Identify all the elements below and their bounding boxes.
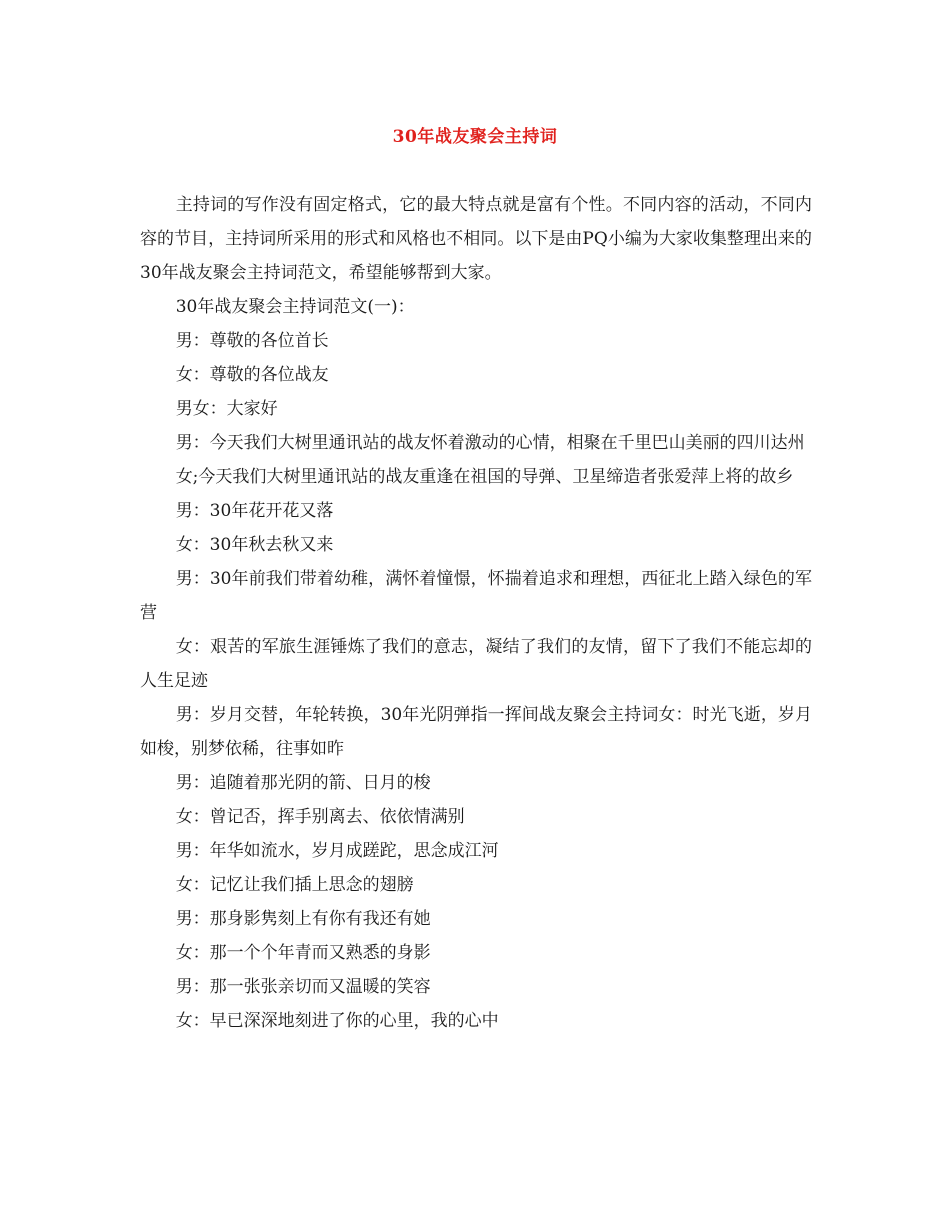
intro-paragraph: 主持词的写作没有固定格式，它的最大特点就是富有个性。不同内容的活动，不同内容的节目，主持词所采用的形式和风格也不相同。以下是由PQ小编为大家收集整理出来的30年战友聚会主持词范文，希望能够帮到大家。 [140, 195, 812, 283]
dialogue-line: 男女：大家好 [175, 399, 278, 419]
dialogue-line: 男：年华如流水，岁月成蹉跎，思念成江河 [175, 841, 499, 861]
dialogue-line: 男：今天我们大树里通讯站的战友怀着激动的心情，相聚在千里巴山美丽的四川达州 [175, 433, 805, 453]
dialogue-line: 男：尊敬的各位首长 [175, 331, 329, 351]
dialogue-line: 男：30年花开花又落 [175, 501, 334, 521]
dialogue-line: 男：岁月交替，年轮转换，30年光阴弹指一挥间战友聚会主持词女：时光飞逝，岁月如梭，别梦依稀，往事如昨 [140, 705, 812, 759]
document-title: 30年战友聚会主持词 [392, 127, 558, 147]
dialogue-line: 女;今天我们大树里通讯站的战友重逢在祖国的导弹、卫星缔造者张爱萍上将的故乡 [175, 467, 794, 487]
dialogue-line: 女：那一个个年青而又熟悉的身影 [175, 943, 431, 963]
dialogue-line: 女：尊敬的各位战友 [175, 365, 329, 385]
dialogue-line: 男：那一张张亲切而又温暖的笑容 [175, 977, 431, 997]
dialogue-line: 男：追随着那光阴的箭、日月的梭 [175, 773, 431, 793]
dialogue-line: 女：艰苦的军旅生涯锤炼了我们的意志，凝结了我们的友情，留下了我们不能忘却的人生足迹 [140, 637, 812, 691]
dialogue-line: 女：早已深深地刻进了你的心里，我的心中 [175, 1011, 499, 1031]
dialogue-line: 女：记忆让我们插上思念的翅膀 [175, 875, 414, 895]
dialogue-line: 女：30年秋去秋又来 [175, 535, 334, 555]
dialogue-line: 男：那身影隽刻上有你有我还有她 [175, 909, 431, 929]
dialogue-line: 男：30年前我们带着幼稚，满怀着憧憬，怀揣着追求和理想，西征北上踏入绿色的军营 [140, 569, 812, 623]
dialogue-line: 女：曾记否，挥手别离去、依依情满别 [175, 807, 465, 827]
document-body [140, 188, 812, 1038]
section-heading: 30年战友聚会主持词范文(一)： [175, 297, 415, 317]
